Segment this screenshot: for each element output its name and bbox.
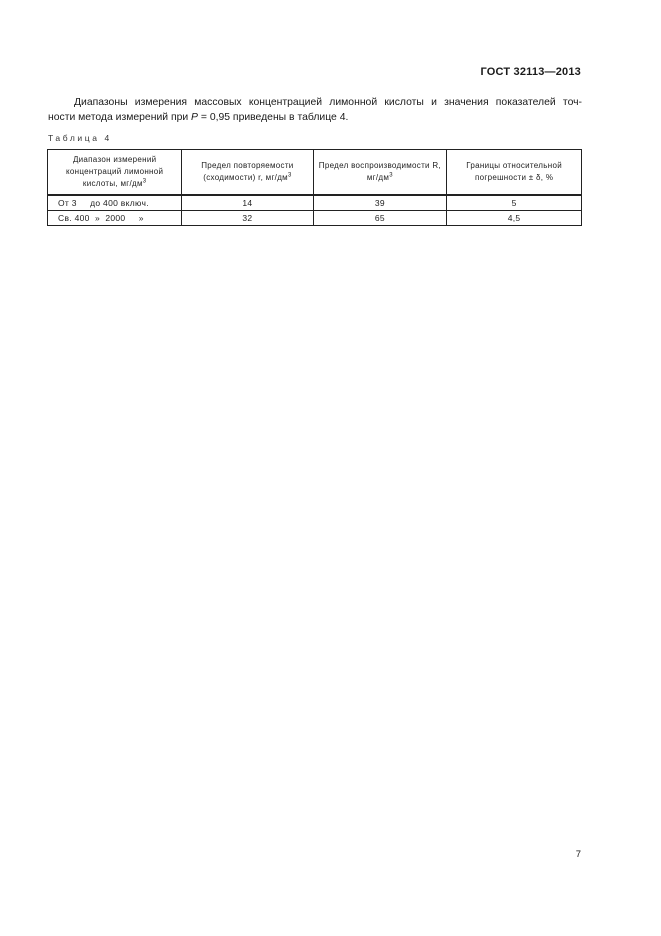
intro-paragraph [48, 95, 582, 125]
table-row [48, 211, 582, 226]
cell-reproducibility: 39 [313, 195, 447, 211]
header-reproducibility-text: Предел воспроизводимости R, мг/дм [318, 161, 441, 182]
paragraph-line-1: Диапазоны измерения массовых концентрацией лимонной кислоты и значения показателей точ- [74, 97, 582, 108]
paragraph-line-2-end: = 0,95 приведены в таблице 4. [197, 112, 349, 123]
cell-error-bounds: 5 [447, 195, 582, 211]
header-error-bounds [447, 150, 582, 196]
header-repeatability-unit-power: 3 [287, 172, 292, 179]
header-reproducibility-unit-power: 3 [389, 172, 393, 179]
cell-error-bounds: 4,5 [447, 211, 582, 226]
header-reproducibility [313, 150, 447, 196]
cell-range: От 3 до 400 включ. [48, 195, 182, 211]
header-error-bounds-text: Границы относительной погрешности ± δ, % [466, 161, 562, 182]
cell-repeatability: 32 [182, 211, 313, 226]
header-repeatability-text: Предел повторяемости (сходимости) r, мг/дм [201, 161, 294, 182]
cell-repeatability: 14 [182, 195, 313, 211]
table-caption: Таблица 4 [48, 133, 112, 143]
document-header: ГОСТ 32113—2013 [480, 66, 581, 78]
paragraph-line-2 [48, 110, 582, 125]
header-range [48, 150, 182, 196]
table-row [48, 195, 582, 211]
page-number: 7 [575, 849, 581, 860]
cell-reproducibility: 65 [313, 211, 447, 226]
header-repeatability [182, 150, 313, 196]
table-header-row [48, 150, 582, 196]
header-range-unit-power: 3 [142, 178, 147, 185]
probability-symbol: P [191, 112, 198, 123]
data-table [47, 149, 582, 226]
paragraph-line-2-start: ности метода измерений при [48, 112, 192, 123]
cell-range: Св. 400 » 2000 » [48, 211, 182, 226]
header-range-text: Диапазон измерений концентраций лимонной кислоты, мг/дм [66, 155, 164, 188]
